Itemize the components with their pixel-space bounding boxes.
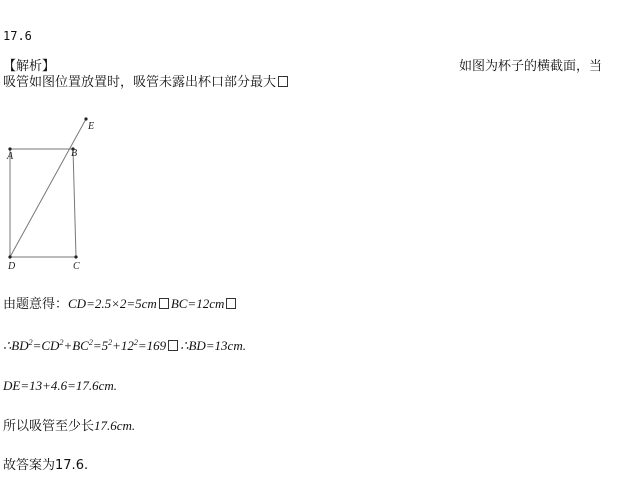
solution-step-3: DE=13+4.6=17.6cm.: [3, 378, 118, 393]
step2-five: =5: [92, 338, 109, 353]
step2-bd: ∴BD: [3, 338, 29, 353]
segment-bc: [73, 149, 76, 257]
step5-value: 17.6.: [55, 458, 89, 473]
step4-value: 17.6cm.: [94, 418, 136, 433]
point-d: [8, 255, 11, 258]
cup-cross-section-figure: [0, 112, 110, 277]
step2-twelve: +12: [112, 338, 134, 353]
missing-glyph-icon: [159, 298, 169, 309]
analysis-text-right: 如图为杯子的横截面，当: [459, 59, 603, 74]
answer-value: 17.6: [3, 29, 32, 43]
step2-bd-result: ∴BD=13cm.: [180, 338, 246, 353]
straw-de: [10, 119, 86, 257]
sup-2: 2: [133, 338, 138, 347]
solution-step-1: [3, 296, 238, 313]
solution-step-5: [3, 458, 88, 474]
solution-step-2: [3, 338, 246, 354]
solution-step-4: [3, 418, 135, 435]
sup-2: 2: [108, 338, 113, 347]
sup-2: 2: [59, 338, 64, 347]
sup-2: 2: [88, 338, 93, 347]
analysis-line2-text: 吸管如图位置放置时，吸管未露出杯口部分最大: [3, 75, 277, 90]
analysis-text-line2: [3, 75, 290, 91]
label-c: C: [73, 261, 80, 272]
step4-prefix: 所以吸管至少长: [3, 419, 95, 434]
step1-bc: BC=12cm: [170, 296, 225, 311]
step5-prefix: 故答案为: [3, 458, 56, 473]
label-b: B: [71, 148, 78, 159]
label-a: A: [7, 151, 14, 162]
step1-cd: CD=2.5×2=5cm: [68, 296, 157, 311]
analysis-label: 【解析】: [3, 59, 56, 74]
step2-bc: +BC: [63, 338, 89, 353]
step2-cd: =CD: [32, 338, 60, 353]
sup-2: 2: [28, 338, 33, 347]
label-d: D: [8, 261, 16, 272]
label-e: E: [88, 121, 95, 132]
missing-glyph-icon: [226, 298, 236, 309]
step1-prefix: 由题意得：: [3, 297, 69, 312]
missing-glyph-icon: [278, 76, 288, 87]
point-c: [74, 255, 77, 258]
step2-result: =169: [137, 338, 167, 353]
missing-glyph-icon: [168, 340, 178, 351]
